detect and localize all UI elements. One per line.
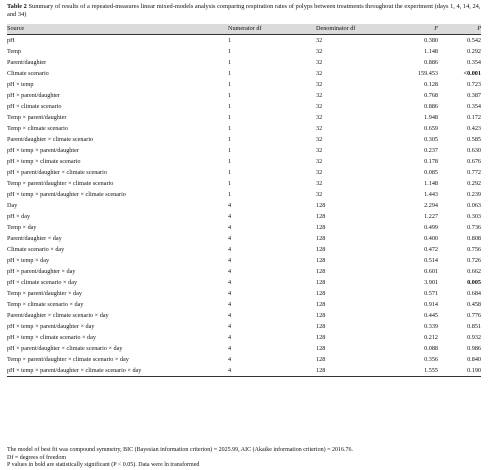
- cell-numerator-df: 1: [228, 35, 316, 47]
- table-row: [7, 90, 481, 101]
- table-row: [7, 79, 481, 90]
- table-row: [7, 354, 481, 365]
- cell-numerator-df: 1: [228, 70, 232, 77]
- cell-source: pH × day: [7, 213, 31, 220]
- cell-numerator-df: 4: [228, 257, 232, 264]
- cell-p: 0.840: [467, 356, 481, 363]
- cell-p: 0.303: [467, 213, 481, 220]
- caption-text: Summary of results of a repeated-measures linear mixed-models analysis comparing respiration rates of polyps between treatments throughout the experiment (days 1, 4, 14, 24, and 34): [7, 3, 481, 18]
- cell-numerator-df: 1: [228, 92, 232, 99]
- cell-numerator-df: 4: [228, 290, 232, 297]
- cell-denominator-df: 128: [316, 279, 326, 286]
- cell-source: Temp × day: [7, 224, 37, 231]
- cell-source: pH × temp × day: [7, 257, 50, 264]
- cell-f: 1.948: [424, 114, 438, 121]
- header-f: F: [434, 25, 438, 32]
- cell-numerator-df: 1: [228, 125, 232, 132]
- cell-numerator-df: 4: [228, 334, 232, 341]
- cell-numerator-df: 4: [228, 202, 232, 209]
- table-row: [7, 68, 481, 79]
- cell-p: 0.172: [467, 114, 481, 121]
- cell-denominator-df: 128: [316, 345, 326, 352]
- cell-f: 0.514: [424, 257, 438, 264]
- table-row: [7, 145, 481, 156]
- cell-numerator-df: 4: [228, 345, 232, 352]
- cell-f: 2.294: [424, 202, 438, 209]
- cell-f: 0.472: [424, 246, 438, 253]
- cell-p: 0.736: [467, 224, 481, 231]
- cell-numerator-df: 1: [228, 158, 232, 165]
- footnote-model-fit: The model of best fit was compound symmetry, BIC (Bayesian information criterion) = 2025.99, AIC (Akaike information criterion) = 2016.76.: [7, 447, 353, 453]
- table-row: [7, 222, 481, 233]
- cell-f: 0.768: [424, 92, 438, 99]
- cell-f: 0.178: [424, 158, 438, 165]
- cell-source: pH × temp: [7, 81, 34, 88]
- cell-numerator-df: 1: [228, 59, 232, 66]
- cell-p: 0.190: [438, 365, 481, 377]
- cell-numerator-df: 1: [228, 169, 232, 176]
- cell-denominator-df: 32: [316, 59, 323, 66]
- cell-source: pH × parent/daughter × day: [7, 268, 76, 275]
- table-row: [7, 200, 481, 211]
- cell-p: <0.001: [463, 70, 481, 77]
- table-row: [7, 332, 481, 343]
- cell-source: Temp: [7, 48, 21, 55]
- table-label: Table 2: [7, 3, 27, 10]
- cell-f: 0.914: [424, 301, 438, 308]
- cell-source: pH × climate scenario: [7, 103, 62, 110]
- cell-numerator-df: 1: [228, 180, 232, 187]
- cell-numerator-df: 1: [228, 103, 232, 110]
- cell-p: 0.423: [467, 125, 481, 132]
- cell-p: 0.387: [467, 92, 481, 99]
- table-body: [7, 35, 481, 377]
- cell-denominator-df: 32: [316, 92, 323, 99]
- cell-numerator-df: 4: [228, 268, 232, 275]
- cell-f: 0.659: [424, 125, 438, 132]
- cell-source: pH × parent/daughter: [7, 92, 60, 99]
- cell-numerator-df: 4: [228, 246, 232, 253]
- header-source: Source: [7, 25, 25, 32]
- cell-p: 0.005: [467, 279, 481, 286]
- cell-f: 0.571: [424, 290, 438, 297]
- cell-source: Day: [7, 202, 18, 209]
- cell-source: pH: [7, 35, 228, 47]
- cell-f: 0.499: [424, 224, 438, 231]
- cell-p: 0.932: [467, 334, 481, 341]
- cell-denominator-df: 32: [316, 136, 323, 143]
- table-row: [7, 167, 481, 178]
- cell-denominator-df: 32: [316, 147, 323, 154]
- cell-f: 0.356: [424, 356, 438, 363]
- table-row: [7, 365, 481, 377]
- cell-p: 0.292: [467, 48, 481, 55]
- cell-numerator-df: 4: [228, 312, 232, 319]
- cell-f: 0.088: [424, 345, 438, 352]
- cell-source: pH × temp × parent/daughter × day: [7, 323, 95, 330]
- cell-numerator-df: 4: [228, 301, 232, 308]
- cell-source: Parent/daughter × climate scenario × day: [7, 312, 109, 319]
- cell-numerator-df: 4: [228, 235, 232, 242]
- header-denominator-df: Denominator df: [316, 25, 356, 32]
- cell-f: 0.085: [424, 169, 438, 176]
- cell-f: 0.128: [424, 81, 438, 88]
- cell-denominator-df: 32: [316, 114, 323, 121]
- cell-f: 3.901: [424, 279, 438, 286]
- cell-p: 0.772: [467, 169, 481, 176]
- table-row: [7, 46, 481, 57]
- table-row: [7, 310, 481, 321]
- cell-p: 0.851: [467, 323, 481, 330]
- cell-denominator-df: 32: [316, 169, 323, 176]
- table-row: [7, 189, 481, 200]
- cell-denominator-df: 128: [316, 334, 326, 341]
- cell-f: 0.886: [424, 103, 438, 110]
- table-row: [7, 255, 481, 266]
- cell-f: 0.445: [424, 312, 438, 319]
- cell-source: Temp × climate scenario: [7, 125, 68, 132]
- cell-denominator-df: 32: [316, 125, 323, 132]
- header-row: [7, 24, 481, 35]
- cell-source: pH × temp × parent/daughter: [7, 147, 79, 154]
- table-footnotes: [7, 447, 481, 470]
- cell-f: 0.380: [396, 35, 438, 47]
- cell-numerator-df: 4: [228, 224, 232, 231]
- cell-f: 0.237: [424, 147, 438, 154]
- header-p: P: [477, 25, 481, 32]
- table-row: [7, 244, 481, 255]
- table-row: [7, 299, 481, 310]
- table-row: [7, 211, 481, 222]
- cell-source: Climate scenario: [7, 70, 49, 77]
- footnote-significance: P values in bold are statistically significant (P < 0.05). Data were ln transformed: [7, 462, 200, 468]
- cell-source: Temp × parent/daughter × day: [7, 290, 82, 297]
- cell-source: Parent/daughter × day: [7, 235, 62, 242]
- cell-denominator-df: 128: [316, 312, 326, 319]
- cell-source: Parent/daughter: [7, 59, 47, 66]
- footnote-df: Df = degrees of freedom: [7, 454, 67, 461]
- cell-denominator-df: 128: [316, 323, 326, 330]
- table-row: [7, 123, 481, 134]
- table-row: [7, 343, 481, 354]
- cell-p: 0.676: [467, 158, 481, 165]
- results-table: [7, 24, 481, 377]
- cell-numerator-df: 1: [228, 81, 232, 88]
- cell-f: 0.400: [424, 235, 438, 242]
- cell-f: 1.148: [424, 180, 438, 187]
- table-row: [7, 277, 481, 288]
- header-numerator-df: Numerator df: [228, 25, 262, 32]
- cell-denominator-df: 32: [316, 191, 323, 198]
- cell-denominator-df: 128: [316, 290, 326, 297]
- cell-p: 0.542: [438, 35, 481, 47]
- cell-denominator-df: 32: [316, 158, 323, 165]
- cell-denominator-df: 32: [316, 180, 323, 187]
- cell-numerator-df: 4: [228, 213, 232, 220]
- cell-denominator-df: 128: [316, 213, 326, 220]
- cell-p: 0.630: [467, 147, 481, 154]
- cell-numerator-df: 4: [228, 365, 316, 377]
- cell-p: 0.585: [467, 136, 481, 143]
- cell-denominator-df: 32: [316, 81, 323, 88]
- cell-source: Parent/daughter × climate scenario: [7, 136, 94, 143]
- cell-numerator-df: 1: [228, 114, 232, 121]
- cell-source: Temp × parent/daughter × climate scenario: [7, 180, 114, 187]
- cell-f: 1.443: [424, 191, 438, 198]
- table-row: [7, 288, 481, 299]
- cell-source: pH × temp × parent/daughter × climate scenario: [7, 191, 126, 198]
- cell-p: 0.756: [467, 246, 481, 253]
- cell-p: 0.808: [467, 235, 481, 242]
- cell-denominator-df: 32: [316, 103, 323, 110]
- table-caption: [7, 3, 481, 19]
- cell-f: 1.555: [396, 365, 438, 377]
- cell-source: pH × climate scenario × day: [7, 279, 78, 286]
- cell-source: pH × temp × parent/daughter × climate scenario × day: [7, 365, 228, 377]
- cell-f: 159.453: [417, 70, 438, 77]
- cell-f: 0.886: [424, 59, 438, 66]
- cell-denominator-df: 128: [316, 257, 326, 264]
- cell-numerator-df: 1: [228, 147, 232, 154]
- cell-numerator-df: 1: [228, 191, 232, 198]
- table-row: [7, 156, 481, 167]
- cell-numerator-df: 1: [228, 48, 232, 55]
- cell-p: 0.684: [467, 290, 481, 297]
- cell-denominator-df: 128: [316, 235, 326, 242]
- cell-denominator-df: 128: [316, 365, 396, 377]
- cell-p: 0.239: [467, 191, 481, 198]
- cell-f: 0.305: [424, 136, 438, 143]
- cell-p: 0.726: [467, 257, 481, 264]
- cell-p: 0.354: [467, 59, 481, 66]
- cell-denominator-df: 32: [316, 70, 323, 77]
- cell-source: pH × parent/daughter × climate scenario × day: [7, 345, 123, 352]
- table-row: [7, 178, 481, 189]
- table-row: [7, 233, 481, 244]
- cell-denominator-df: 128: [316, 224, 326, 231]
- cell-denominator-df: 128: [316, 301, 326, 308]
- cell-numerator-df: 1: [228, 136, 232, 143]
- cell-source: pH × temp × climate scenario × day: [7, 334, 96, 341]
- cell-p: 0.723: [467, 81, 481, 88]
- table-row: [7, 134, 481, 145]
- cell-f: 1.148: [424, 48, 438, 55]
- table-row: [7, 57, 481, 68]
- cell-p: 0.063: [467, 202, 481, 209]
- cell-p: 0.458: [467, 301, 481, 308]
- cell-numerator-df: 4: [228, 356, 232, 363]
- cell-source: Temp × climate scenario × day: [7, 301, 84, 308]
- cell-numerator-df: 4: [228, 279, 232, 286]
- cell-numerator-df: 4: [228, 323, 232, 330]
- cell-source: Temp × parent/daughter: [7, 114, 67, 121]
- cell-f: 0.212: [424, 334, 438, 341]
- cell-p: 0.292: [467, 180, 481, 187]
- cell-denominator-df: 128: [316, 268, 326, 275]
- cell-f: 0.601: [424, 268, 438, 275]
- cell-source: Temp × parent/daughter × climate scenario × day: [7, 356, 129, 363]
- cell-denominator-df: 128: [316, 202, 326, 209]
- cell-denominator-df: 32: [316, 35, 396, 47]
- cell-source: pH × parent/daughter × climate scenario: [7, 169, 107, 176]
- table-row: [7, 112, 481, 123]
- table-row: [7, 321, 481, 332]
- cell-p: 0.986: [467, 345, 481, 352]
- cell-f: 0.339: [424, 323, 438, 330]
- cell-p: 0.662: [467, 268, 481, 275]
- cell-p: 0.354: [467, 103, 481, 110]
- cell-source: pH × temp × climate scenario: [7, 158, 81, 165]
- cell-f: 1.227: [424, 213, 438, 220]
- cell-source: Climate scenario × day: [7, 246, 65, 253]
- cell-denominator-df: 32: [316, 48, 323, 55]
- table-row: [7, 266, 481, 277]
- table-row: [7, 101, 481, 112]
- cell-p: 0.776: [467, 312, 481, 319]
- table-row: [7, 35, 481, 47]
- cell-denominator-df: 128: [316, 356, 326, 363]
- cell-denominator-df: 128: [316, 246, 326, 253]
